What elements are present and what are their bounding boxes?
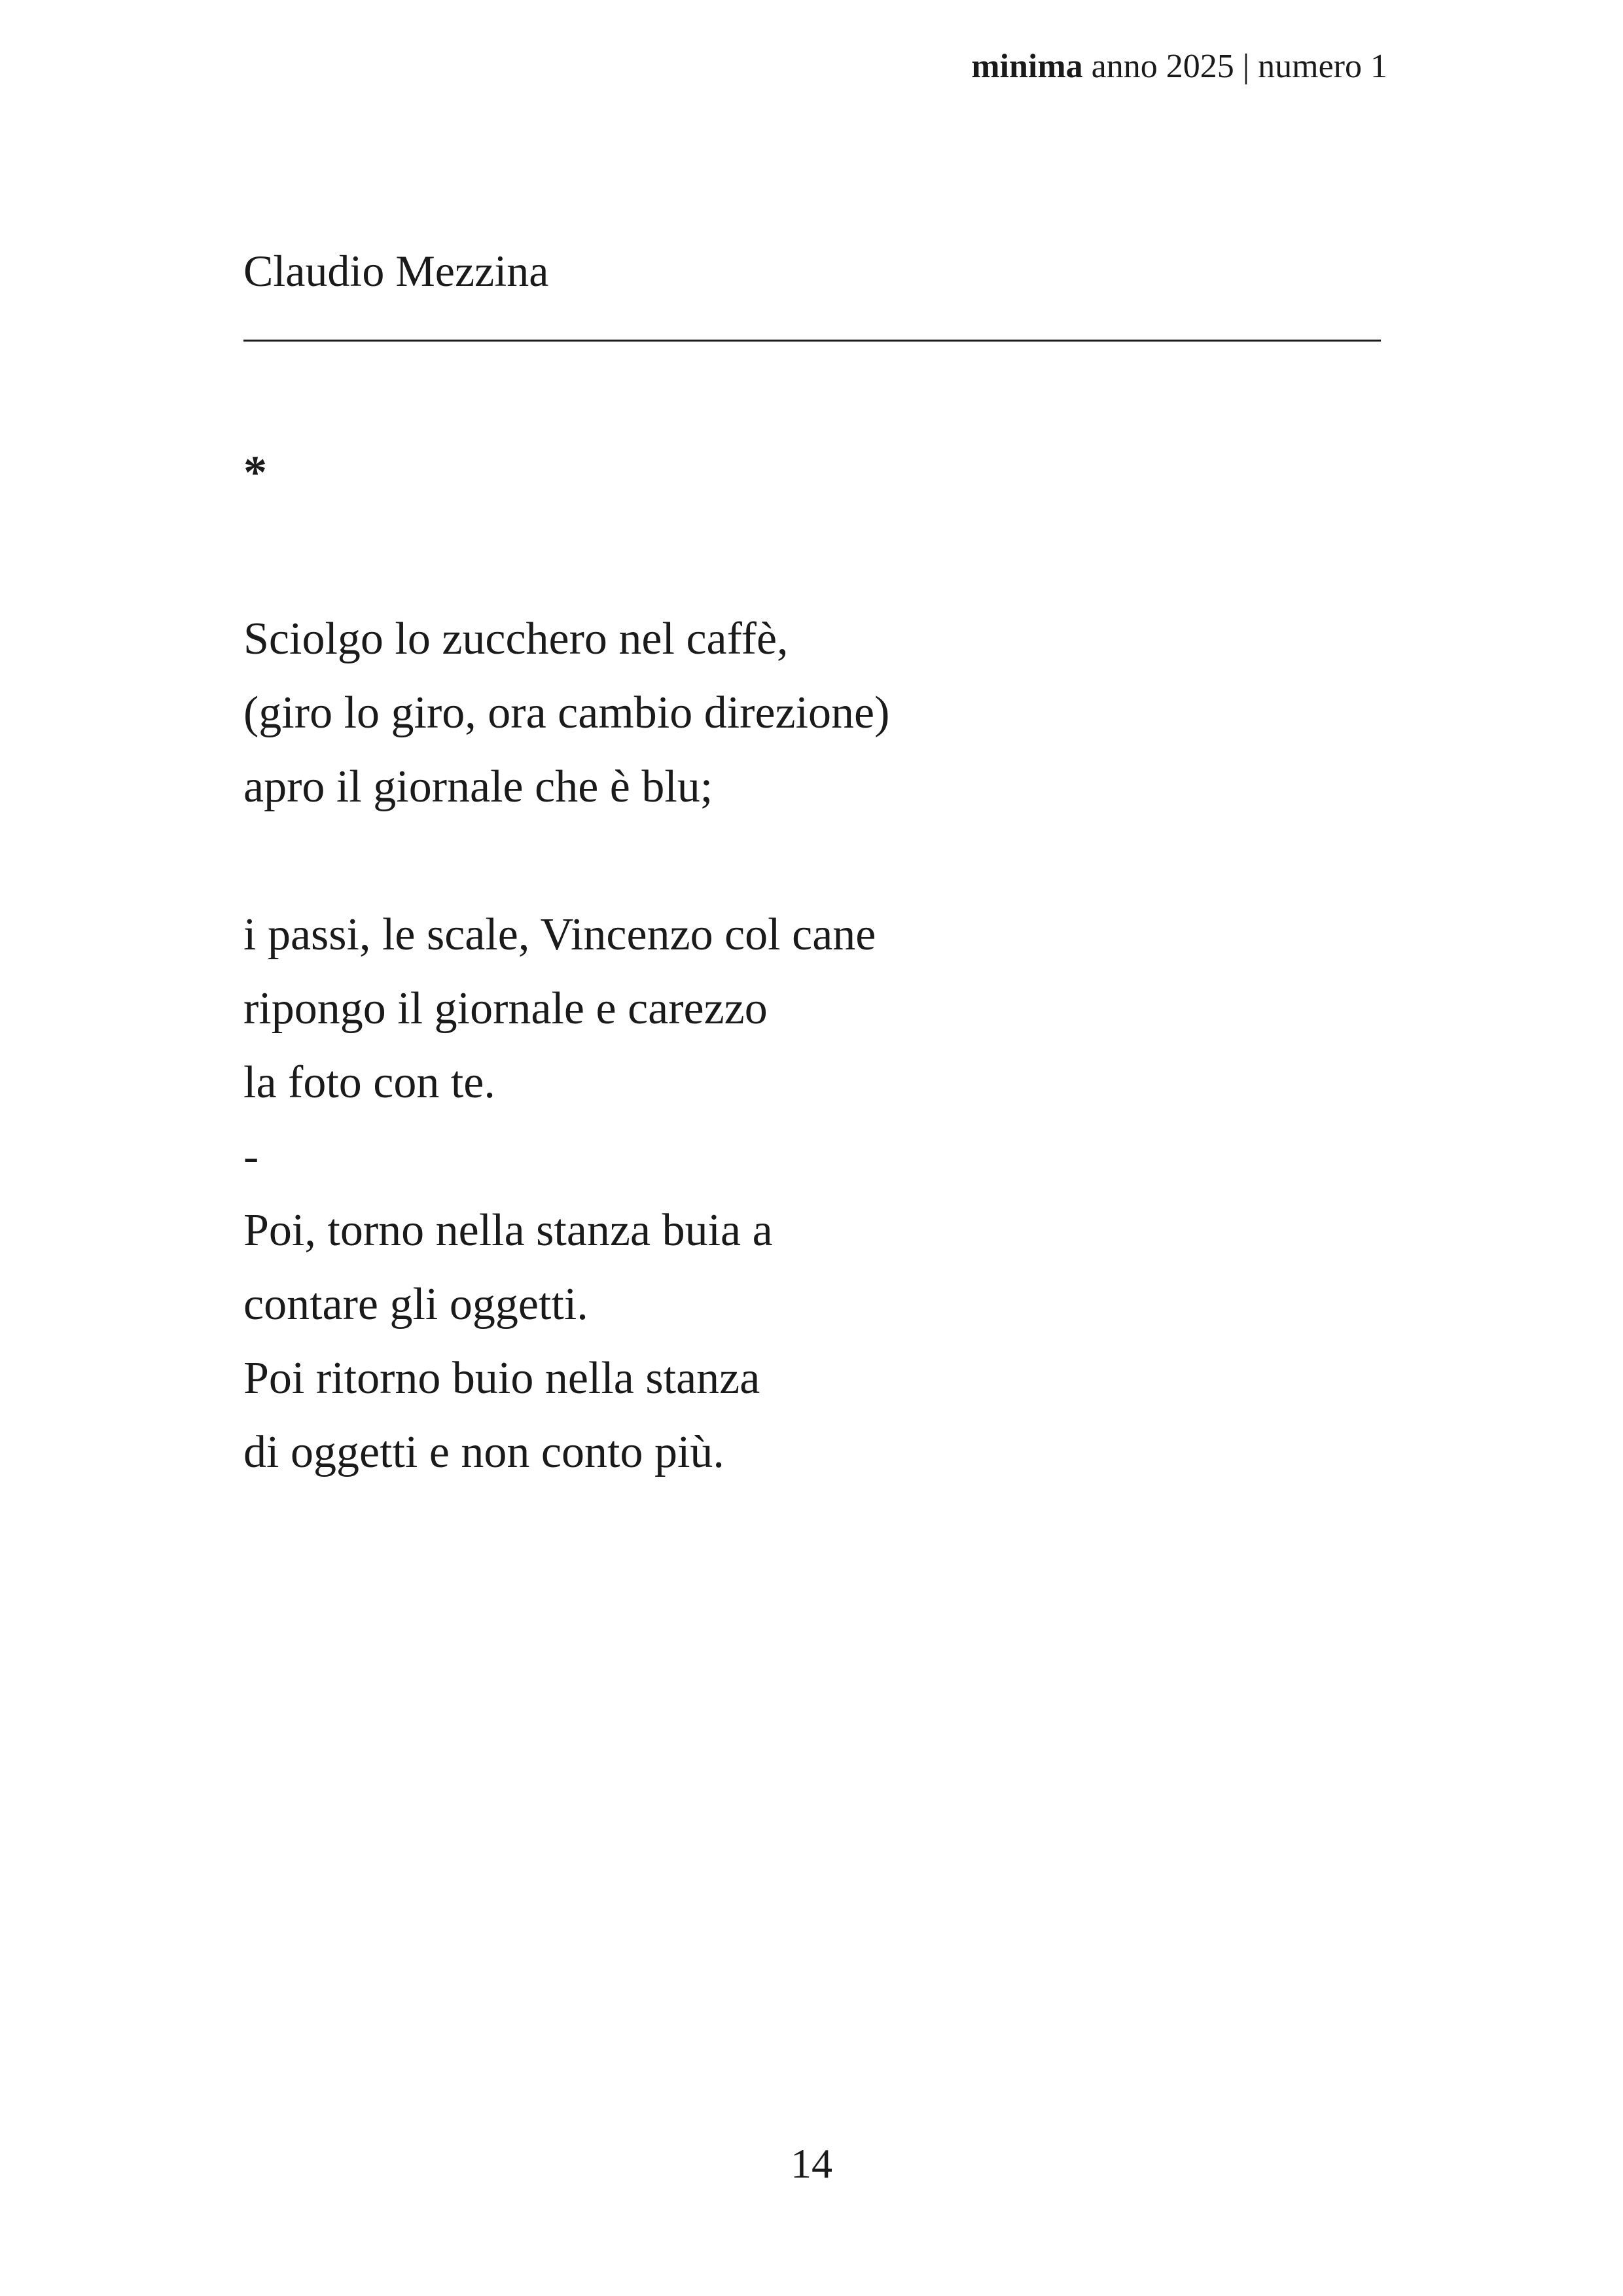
poem-line: di oggetti e non conto più. — [243, 1427, 724, 1477]
poem-line: Poi ritorno buio nella stanza — [243, 1353, 760, 1404]
poem-line: Sciolgo lo zucchero nel caffè, — [243, 614, 789, 664]
magazine-name: minima — [971, 48, 1083, 85]
poem-body — [243, 602, 889, 1489]
page-number: 14 — [791, 2140, 832, 2187]
divider-rule — [243, 340, 1381, 342]
poem-line: i passi, le scale, Vincenzo col cane — [243, 910, 876, 960]
stanza-break — [243, 824, 889, 898]
poem-line: Poi, torno nella stanza buia a — [243, 1205, 773, 1256]
stanza-separator: - — [243, 1131, 259, 1182]
issue-info: anno 2025 | numero 1 — [1091, 48, 1387, 85]
poem-line: la foto con te. — [243, 1057, 495, 1108]
poem-line: apro il giornale che è blu; — [243, 762, 713, 812]
poem-line: (giro lo giro, ora cambio direzione) — [243, 688, 890, 738]
poem-line: ripongo il giornale e carezzo — [243, 983, 768, 1034]
author-name: Claudio Mezzina — [243, 246, 549, 296]
section-mark: * — [243, 446, 267, 499]
running-header — [971, 50, 1387, 84]
poem-line: contare gli oggetti. — [243, 1279, 588, 1330]
